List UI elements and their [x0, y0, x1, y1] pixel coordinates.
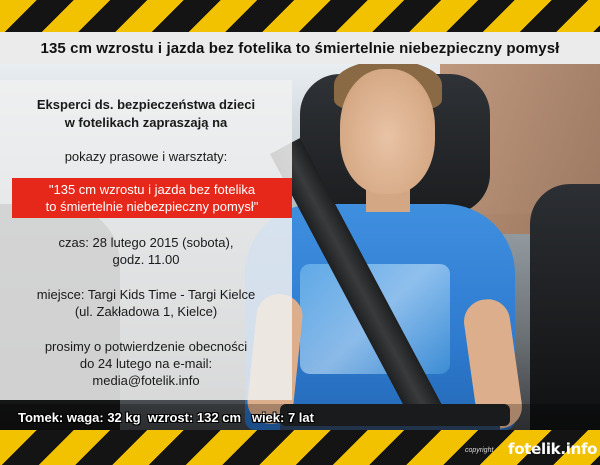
copyright-label: copyright: [465, 447, 494, 454]
rsvp-line-2: do 24 lutego na e-mail:: [79, 356, 213, 371]
boy-head: [340, 69, 435, 194]
panel-heading: [0, 96, 292, 132]
email-link[interactable]: media@fotelik.info: [92, 373, 200, 388]
quote-line-1: "135 cm wzrostu i jazda bez fotelika: [48, 182, 256, 197]
kid-info: Tomek: waga: 32 kg wzrost: 132 cm wiek: 7 lat: [18, 409, 314, 425]
quote-line-2: to śmiertelnie niebezpieczny pomysł": [45, 199, 259, 214]
date-line-1: czas: 28 lutego 2015 (sobota),: [58, 235, 234, 250]
heading-line-2: w fotelikach zapraszają na: [64, 115, 228, 130]
rsvp-line-1: prosimy o potwierdzenie obecności: [44, 339, 248, 354]
car-seat-right: [530, 184, 600, 430]
quote-band: [12, 178, 292, 218]
place-line-2: (ul. Zakładowa 1, Kielce): [74, 304, 218, 319]
info-panel: [0, 80, 292, 400]
hazard-stripes-top: [0, 0, 600, 32]
intro-text: pokazy prasowe i warsztaty:: [64, 149, 228, 164]
kid-info-bar: [0, 404, 600, 430]
date-line-2: godz. 11.00: [112, 252, 180, 267]
heading-line-1: Eksperci ds. bezpieczeństwa dzieci: [36, 97, 256, 112]
place-line-1: miejsce: Targi Kids Time - Targi Kielce: [36, 287, 256, 302]
poster-title: 135 cm wzrostu i jazda bez fotelika to śmiertelnie niebezpieczny pomysł: [40, 39, 560, 57]
title-bar: [0, 32, 600, 64]
fotelik-logo: fotelik.info: [508, 440, 598, 458]
